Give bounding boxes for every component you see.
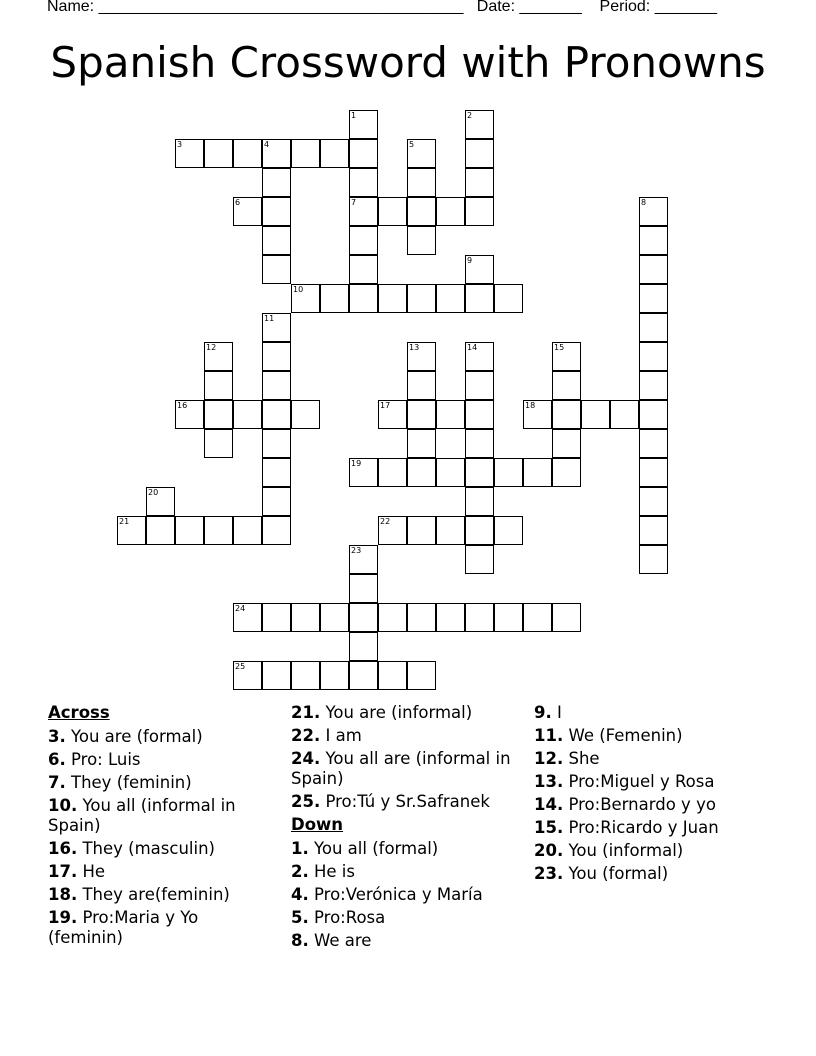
- grid-cell[interactable]: [465, 168, 494, 197]
- clue-text: Pro:Ricardo y Juan: [563, 818, 719, 837]
- grid-cell[interactable]: [465, 458, 494, 487]
- clue-text: They are(feminin): [77, 885, 230, 904]
- grid-cell[interactable]: [378, 603, 407, 632]
- grid-cell[interactable]: [494, 284, 523, 313]
- clue-text: We are: [308, 931, 372, 950]
- grid-cell[interactable]: [465, 284, 494, 313]
- grid-cell[interactable]: [262, 371, 291, 400]
- down-clue: [534, 703, 774, 723]
- across-clue: [291, 792, 521, 812]
- grid-cell[interactable]: [349, 284, 378, 313]
- grid-cell[interactable]: [552, 603, 581, 632]
- clue-number: 21: [119, 517, 130, 526]
- grid-cell[interactable]: [610, 400, 639, 429]
- clue-text: Pro:Maria y Yo (feminin): [48, 908, 199, 947]
- grid-cell[interactable]: [349, 545, 378, 574]
- grid-cell[interactable]: [291, 603, 320, 632]
- down-clue: [534, 749, 774, 769]
- clue-number: 12: [206, 343, 217, 352]
- clue-num: 21.: [291, 703, 321, 722]
- grid-cell[interactable]: [349, 632, 378, 661]
- down-clue: [291, 885, 521, 905]
- grid-cell[interactable]: [320, 139, 349, 168]
- across-clue: [48, 750, 278, 770]
- clue-text: Pro:Verónica y María: [308, 885, 483, 904]
- across-clue: [48, 908, 278, 948]
- clue-number: 19: [351, 459, 362, 468]
- grid-cell[interactable]: [494, 516, 523, 545]
- clue-num: 4.: [291, 885, 309, 904]
- clue-text: Pro:Bernardo y yo: [563, 795, 716, 814]
- across-clue: [48, 839, 278, 859]
- clue-num: 15.: [534, 818, 564, 837]
- clue-text: They (masculin): [77, 839, 215, 858]
- down-clue: [534, 726, 774, 746]
- grid-cell[interactable]: [349, 603, 378, 632]
- grid-cell[interactable]: [465, 603, 494, 632]
- grid-cell[interactable]: [639, 429, 668, 458]
- grid-cell[interactable]: [639, 487, 668, 516]
- grid-cell[interactable]: [378, 284, 407, 313]
- grid-cell[interactable]: [262, 255, 291, 284]
- clue-num: 14.: [534, 795, 564, 814]
- grid-cell[interactable]: [639, 545, 668, 574]
- clue-number: 9: [467, 256, 473, 265]
- clue-number: 13: [409, 343, 420, 352]
- grid-cell[interactable]: [204, 429, 233, 458]
- grid-cell[interactable]: [175, 400, 204, 429]
- clue-num: 19.: [48, 908, 78, 927]
- across-clue: [48, 862, 278, 882]
- grid-cell[interactable]: [146, 516, 175, 545]
- grid-cell[interactable]: [233, 400, 262, 429]
- grid-cell[interactable]: [233, 603, 262, 632]
- grid-cell[interactable]: [407, 342, 436, 371]
- across-clue: [48, 885, 278, 905]
- grid-cell[interactable]: [494, 603, 523, 632]
- clue-text: He is: [308, 862, 355, 881]
- grid-cell[interactable]: [465, 516, 494, 545]
- grid-cell[interactable]: [639, 371, 668, 400]
- grid-cell[interactable]: [349, 661, 378, 690]
- grid-cell[interactable]: [465, 400, 494, 429]
- grid-cell[interactable]: [204, 342, 233, 371]
- grid-cell[interactable]: [523, 458, 552, 487]
- clues-column-1: [48, 703, 278, 951]
- grid-cell[interactable]: [262, 487, 291, 516]
- grid-cell[interactable]: [407, 661, 436, 690]
- clue-number: 3: [177, 140, 183, 149]
- grid-cell[interactable]: [436, 603, 465, 632]
- across-clue: [291, 726, 521, 746]
- grid-cell[interactable]: [204, 371, 233, 400]
- down-clue: [291, 908, 521, 928]
- clue-num: 17.: [48, 862, 78, 881]
- period-line[interactable]: _______: [654, 0, 717, 15]
- clue-number: 5: [409, 140, 415, 149]
- clue-number: 10: [293, 285, 304, 294]
- grid-cell[interactable]: [639, 255, 668, 284]
- down-heading: Down: [291, 815, 344, 834]
- grid-cell[interactable]: [407, 458, 436, 487]
- grid-cell[interactable]: [407, 226, 436, 255]
- header-line: [47, 0, 717, 16]
- grid-cell[interactable]: [349, 458, 378, 487]
- name-line[interactable]: _________________________________________: [98, 0, 464, 15]
- clue-text: I: [551, 703, 562, 722]
- clue-number: 1: [351, 111, 357, 120]
- grid-cell[interactable]: [465, 197, 494, 226]
- clue-text: You all are (informal in Spain): [291, 749, 511, 788]
- date-line[interactable]: _______: [519, 0, 582, 15]
- grid-cell[interactable]: [262, 661, 291, 690]
- name-label: Name:: [47, 0, 95, 15]
- clue-text: She: [563, 749, 600, 768]
- page-title: Spanish Crossword with Pronowns: [50, 38, 766, 87]
- clue-text: Pro: Luis: [65, 750, 141, 769]
- grid-cell[interactable]: [320, 603, 349, 632]
- clue-num: 5.: [291, 908, 309, 927]
- grid-cell[interactable]: [378, 661, 407, 690]
- clue-number: 20: [148, 488, 159, 497]
- grid-cell[interactable]: [407, 197, 436, 226]
- clue-num: 9.: [534, 703, 552, 722]
- grid-cell[interactable]: [552, 371, 581, 400]
- grid-cell[interactable]: [465, 429, 494, 458]
- clue-num: 20.: [534, 841, 564, 860]
- grid-cell[interactable]: [349, 197, 378, 226]
- clue-num: 25.: [291, 792, 321, 811]
- clue-text: He: [77, 862, 106, 881]
- clue-num: 6.: [48, 750, 66, 769]
- grid-cell[interactable]: [639, 284, 668, 313]
- grid-cell[interactable]: [204, 139, 233, 168]
- clue-number: 2: [467, 111, 473, 120]
- clue-num: 2.: [291, 862, 309, 881]
- clue-num: 11.: [534, 726, 564, 745]
- grid-cell[interactable]: [291, 284, 320, 313]
- grid-cell[interactable]: [262, 429, 291, 458]
- grid-cell[interactable]: [407, 371, 436, 400]
- down-clue: [534, 818, 774, 838]
- grid-cell[interactable]: [349, 110, 378, 139]
- grid-cell[interactable]: [465, 342, 494, 371]
- grid-cell[interactable]: [378, 458, 407, 487]
- grid-cell[interactable]: [291, 139, 320, 168]
- grid-cell[interactable]: [552, 458, 581, 487]
- grid-cell[interactable]: [639, 342, 668, 371]
- grid-cell[interactable]: [204, 400, 233, 429]
- across-heading: Across: [48, 703, 110, 722]
- grid-cell[interactable]: [262, 603, 291, 632]
- clue-number: 24: [235, 604, 246, 613]
- grid-cell[interactable]: [291, 400, 320, 429]
- clue-number: 16: [177, 401, 188, 410]
- grid-cell[interactable]: [262, 400, 291, 429]
- grid-cell[interactable]: [233, 661, 262, 690]
- grid-cell[interactable]: [639, 400, 668, 429]
- across-clue: [291, 749, 521, 789]
- clue-number: 6: [235, 198, 241, 207]
- grid-cell[interactable]: [465, 487, 494, 516]
- period-label: Period:: [599, 0, 651, 15]
- clue-text: You (formal): [563, 864, 669, 883]
- clue-text: You (informal): [563, 841, 684, 860]
- grid-cell[interactable]: [175, 139, 204, 168]
- grid-cell[interactable]: [407, 429, 436, 458]
- grid-cell[interactable]: [639, 313, 668, 342]
- grid-cell[interactable]: [639, 458, 668, 487]
- down-clue: [291, 839, 521, 859]
- grid-cell[interactable]: [146, 487, 175, 516]
- down-clue: [291, 931, 521, 951]
- grid-cell[interactable]: [262, 313, 291, 342]
- clues-column-2: [291, 703, 521, 954]
- grid-cell[interactable]: [552, 429, 581, 458]
- grid-cell[interactable]: [639, 197, 668, 226]
- grid-cell[interactable]: [233, 139, 262, 168]
- clue-num: 8.: [291, 931, 309, 950]
- grid-cell[interactable]: [494, 458, 523, 487]
- grid-cell[interactable]: [581, 400, 610, 429]
- grid-cell[interactable]: [407, 284, 436, 313]
- clue-num: 12.: [534, 749, 564, 768]
- grid-cell[interactable]: [233, 197, 262, 226]
- clue-text: Pro:Miguel y Rosa: [563, 772, 715, 791]
- grid-cell[interactable]: [465, 255, 494, 284]
- grid-cell[interactable]: [349, 226, 378, 255]
- across-clue: [48, 773, 278, 793]
- clue-text: You are (informal): [320, 703, 473, 722]
- grid-cell[interactable]: [552, 342, 581, 371]
- grid-cell[interactable]: [407, 400, 436, 429]
- grid-cell[interactable]: [407, 603, 436, 632]
- clue-number: 22: [380, 517, 391, 526]
- across-clue: [291, 703, 521, 723]
- across-clue: [48, 796, 278, 836]
- clue-number: 15: [554, 343, 565, 352]
- grid-cell[interactable]: [465, 545, 494, 574]
- clue-text: We (Femenin): [563, 726, 683, 745]
- grid-cell[interactable]: [175, 516, 204, 545]
- grid-cell[interactable]: [407, 516, 436, 545]
- grid-cell[interactable]: [349, 255, 378, 284]
- clue-num: 22.: [291, 726, 321, 745]
- grid-cell[interactable]: [552, 400, 581, 429]
- grid-cell[interactable]: [436, 284, 465, 313]
- grid-cell[interactable]: [262, 458, 291, 487]
- clue-num: 10.: [48, 796, 78, 815]
- grid-cell[interactable]: [262, 342, 291, 371]
- grid-cell[interactable]: [233, 516, 262, 545]
- grid-cell[interactable]: [320, 284, 349, 313]
- down-clue: [291, 862, 521, 882]
- clue-number: 23: [351, 546, 362, 555]
- grid-cell[interactable]: [523, 603, 552, 632]
- grid-cell[interactable]: [523, 400, 552, 429]
- clue-text: I am: [320, 726, 362, 745]
- grid-cell[interactable]: [262, 516, 291, 545]
- clue-number: 7: [351, 198, 357, 207]
- grid-cell[interactable]: [262, 197, 291, 226]
- down-clue: [534, 864, 774, 884]
- grid-cell[interactable]: [465, 110, 494, 139]
- clue-number: 17: [380, 401, 391, 410]
- grid-cell[interactable]: [378, 400, 407, 429]
- grid-cell[interactable]: [349, 574, 378, 603]
- grid-cell[interactable]: [465, 371, 494, 400]
- date-label: Date:: [476, 0, 516, 15]
- grid-cell[interactable]: [436, 400, 465, 429]
- clue-number: 18: [525, 401, 536, 410]
- across-clue: [48, 727, 278, 747]
- clue-num: 24.: [291, 749, 321, 768]
- clue-text: Pro:Tú y Sr.Safranek: [320, 792, 490, 811]
- grid-cell[interactable]: [378, 516, 407, 545]
- grid-cell[interactable]: [320, 661, 349, 690]
- clue-num: 3.: [48, 727, 66, 746]
- grid-cell[interactable]: [262, 139, 291, 168]
- clues-column-3: [534, 703, 774, 887]
- grid-cell[interactable]: [639, 226, 668, 255]
- clue-text: You all (informal in Spain): [48, 796, 236, 835]
- clue-num: 13.: [534, 772, 564, 791]
- clue-number: 8: [641, 198, 647, 207]
- down-clue: [534, 772, 774, 792]
- grid-cell[interactable]: [436, 516, 465, 545]
- clue-num: 18.: [48, 885, 78, 904]
- grid-cell[interactable]: [117, 516, 146, 545]
- grid-cell[interactable]: [262, 226, 291, 255]
- grid-cell[interactable]: [378, 197, 407, 226]
- grid-cell[interactable]: [465, 139, 494, 168]
- down-clue: [534, 795, 774, 815]
- grid-cell[interactable]: [407, 139, 436, 168]
- clue-num: 1.: [291, 839, 309, 858]
- grid-cell[interactable]: [262, 168, 291, 197]
- clue-text: You are (formal): [65, 727, 203, 746]
- clue-num: 23.: [534, 864, 564, 883]
- grid-cell[interactable]: [639, 516, 668, 545]
- grid-cell[interactable]: [436, 458, 465, 487]
- grid-cell[interactable]: [349, 168, 378, 197]
- clue-text: Pro:Rosa: [308, 908, 386, 927]
- grid-cell[interactable]: [349, 139, 378, 168]
- grid-cell[interactable]: [291, 661, 320, 690]
- clue-text: You all (formal): [308, 839, 439, 858]
- clue-number: 4: [264, 140, 270, 149]
- clue-number: 25: [235, 662, 246, 671]
- grid-cell[interactable]: [436, 197, 465, 226]
- down-clue: [534, 841, 774, 861]
- clue-num: 7.: [48, 773, 66, 792]
- grid-cell[interactable]: [407, 168, 436, 197]
- clue-text: They (feminin): [65, 773, 192, 792]
- grid-cell[interactable]: [204, 516, 233, 545]
- clue-number: 11: [264, 314, 275, 323]
- clue-number: 14: [467, 343, 478, 352]
- clue-num: 16.: [48, 839, 78, 858]
